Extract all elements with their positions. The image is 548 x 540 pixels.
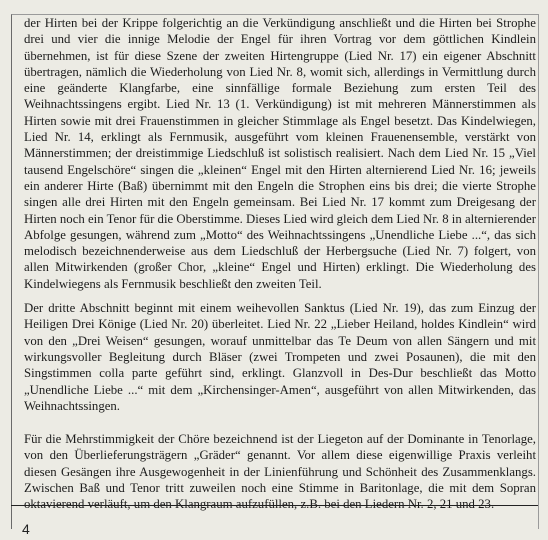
footer-rule	[11, 505, 538, 506]
paragraph-3: Für die Mehrstimmigkeit der Chöre bezeichnend ist der Liegeton auf der Dominante in Tenorlage, von den Überlieferungsträgern „Gräder“ genannt. Vor allem diese eigenwillige Praxis verleiht diesen Gesängen ihre Ausgewogenheit in der Linienführung und Schönheit des Zusammenklangs. Zwischen Baß und Tenor tritt zuweilen noch eine Stimme in Baritonlage, die mit dem Sopran oktavierend verläuft, um den Klangraum aufzufüllen, z.B. bei den Liedern Nr. 2, 21 und 23.	[24, 432, 536, 512]
paragraph-2: Der dritte Abschnitt beginnt mit einem weihevollen Sanktus (Lied Nr. 19), das zum Einzug der Heiligen Drei Könige (Lied Nr. 20) überleitet. Lied Nr. 22 „Lieber Heiland, holdes Kindlein“ wird von den „Drei Weisen“ gesungen, worauf unmittelbar das Te Deum von allen Sängern und mit wirkungsvoller Begleitung durch Bläser (zwei Trompeten und zwei Posaunen), die mit den Singstimmen colla parte geführt sind, erklingt. Glanzvoll in Des-Dur beschließt das Motto „Unendliche Liebe ...“ mit dem „Kirchensinger-Amen“, ausgeführt von allen Mitwirkenden, das Weihnachtssingen.	[24, 301, 536, 413]
page-number: 4	[22, 521, 30, 537]
body-text	[24, 15, 536, 513]
paragraph-1: der Hirten bei der Krippe folgerichtig an die Verkündigung anschließt und die Hirten bei Strophe drei und vier die innige Melodie der Engel für ihren Vortrag vor dem göttlichen Kindlein übernehmen, ist für diese Szene der zweiten Hirtengruppe (Lied Nr. 17) ein eigener Abschnitt übertragen, nämlich die Wiederholung von Lied Nr. 8, womit sich, allerdings in Vermittlung durch eine geänderte Klangfarbe, eine sinnfällige formale Beziehung zum ersten Teil des Weihnachtssingens ergibt. Lied Nr. 13 (1. Verkündigung) ist mit mehreren Männerstimmen als Hirten sowie mit drei Frauenstimmen in gleicher Stimmlage als Engel besetzt. Das Kindelwiegen, Lied Nr. 14, erklingt als Fernmusik, ausgeführt vom kleinen Frauenensemble, verstärkt von Männerstimmen; der dreistimmige Liedschluß ist solistisch realisiert. Nach dem Lied Nr. 15 „Viel tausend Engelschöre“ singen die „kleinen“ Engel mit den Hirten alternierend Lied Nr. 16; jeweils ein anderer Hirte (Baß) übernimmt mit den Engeln die Strophen eins bis drei; die vierte Strophe singen alle drei Hirten mit den Engeln gemeinsam. Bei Lied Nr. 17 kommt zum Dreigesang der Hirten noch ein Tenor für die Oberstimme. Dieses Lied wird gleich dem Lied Nr. 8 in alternierender Abfolge gesungen, während zum „Motto“ des Weihnachtssingens „Unendliche Liebe ...“, das sich melodisch bezeichnenderweise aus dem Liedschluß der Herbergsuche (Lied Nr. 7) folgert, von allen Mitwirkenden (großer Chor, „kleine“ Engel und Hirten) erklingt. Die Wiederholung des Kindelwiegens als Fernmusik beschließt den zweiten Teil.	[24, 16, 536, 291]
